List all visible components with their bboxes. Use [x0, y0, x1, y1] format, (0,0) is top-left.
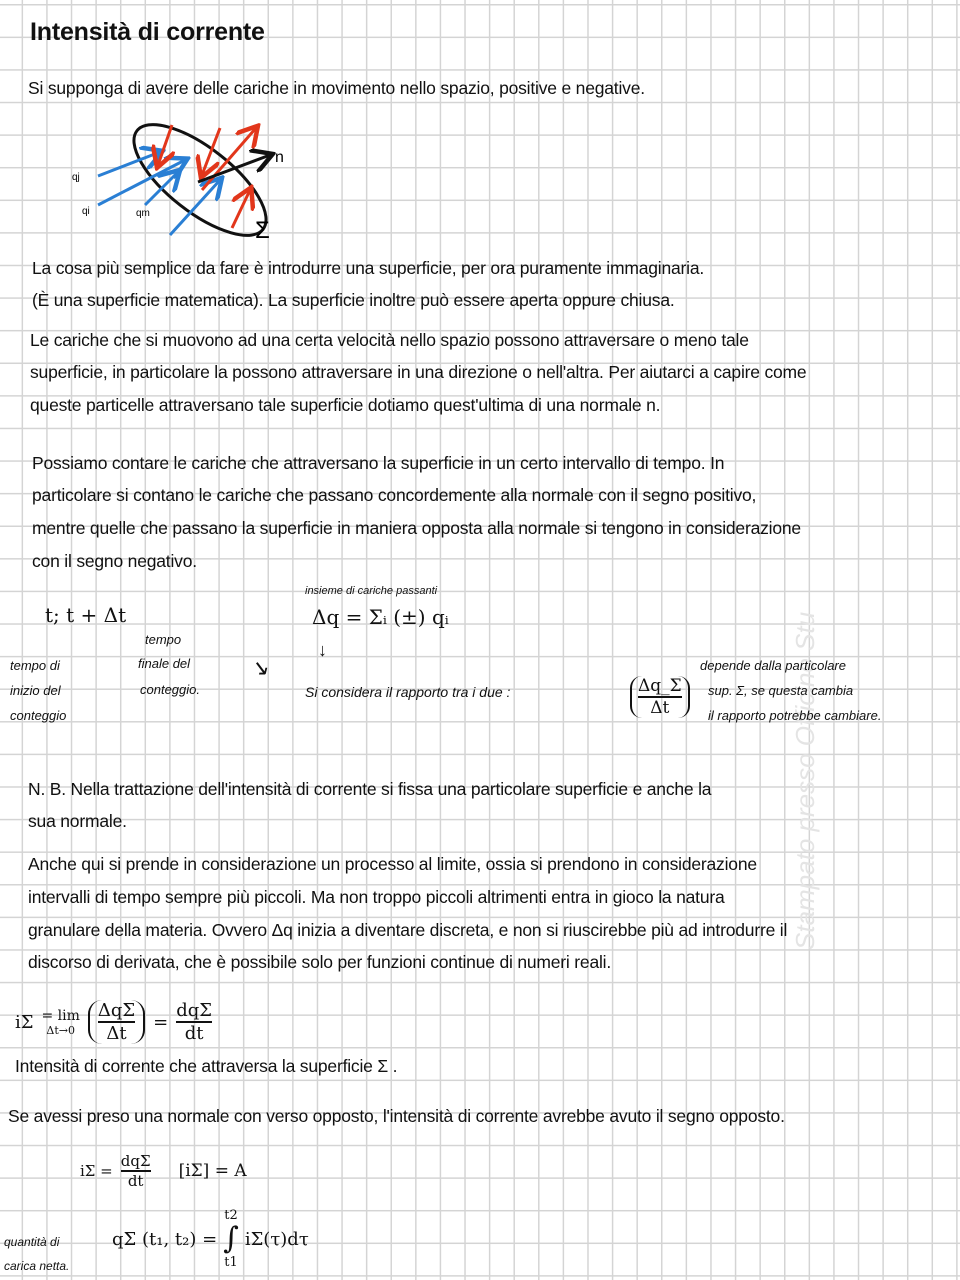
lim-label: = lim	[41, 1007, 80, 1024]
nb-line: sua normale.	[28, 811, 127, 831]
ratio-denominator: Δt	[650, 698, 670, 718]
t-end-note: tempo	[145, 632, 182, 647]
positive-charge-arrow	[98, 152, 160, 176]
t-start-note: tempo di	[10, 658, 60, 673]
derivative-numerator: dqΣ	[176, 1000, 213, 1021]
nb-line: N. B. Nella trattazione dell'intensità di corrente si fissa una particolare superficie e anche la	[28, 779, 712, 799]
paragraph-line: Le cariche che si muovono ad una certa velocità nello spazio possono attraversare o meno tale	[30, 330, 749, 350]
unit-lhs: iΣ =	[80, 1162, 113, 1180]
integral-sign: ∫	[223, 1221, 239, 1256]
upper-bound: t2	[224, 1208, 238, 1223]
paragraph-line: particolare si contano le cariche che passano concordemente alla normale con il segno positivo,	[32, 485, 757, 505]
depends-note: il rapporto potrebbe cambiare.	[708, 708, 882, 723]
fraction-numerator: ΔqΣ	[97, 1000, 136, 1021]
unit-numerator: dqΣ	[120, 1152, 151, 1170]
sigma-label: Σ	[255, 217, 270, 244]
limit-formula	[15, 1000, 212, 1044]
paragraph-line: La cosa più semplice da fare è introdurre una superficie, per ora puramente immaginaria.	[32, 258, 705, 278]
paragraph-line: superficie, in particolare la possono attraversare in una direzione o nell'altra. Per aiutarci a capire come	[30, 362, 807, 382]
ratio-numerator: Δq_Σ	[638, 676, 682, 696]
integrand: iΣ(τ)dτ	[244, 1228, 309, 1250]
opposite-note: Se avessi preso una normale con verso opposto, l'intensità di corrente avrebbe avuto il segno opposto.	[8, 1106, 785, 1126]
paragraph-line: granulare della materia. Ovvero Δq inizia a diventare discreta, e non si riuscirebbe più ad introdurre il	[28, 920, 788, 940]
charge-note: quantità di	[4, 1235, 60, 1249]
set-label: insieme di cariche passanti	[305, 585, 438, 597]
negative-charge-arrow	[232, 190, 250, 228]
depends-note: depende dalla particolare	[700, 658, 846, 673]
charges-surface-diagram	[60, 110, 300, 250]
negative-charge-arrow	[158, 125, 172, 165]
charge-note: carica netta.	[4, 1259, 70, 1273]
unit-formula	[80, 1152, 247, 1190]
interval-formula: t; t + Δt	[45, 603, 127, 627]
page-title: Intensità di corrente	[30, 18, 265, 46]
paragraph-line: Possiamo contare le cariche che attraversano la superficie in un certo intervallo di tempo. In	[32, 453, 725, 473]
intro-text: Si supponga di avere delle cariche in movimento nello spazio, positive e negative.	[28, 78, 645, 98]
paragraph-line: intervalli di tempo sempre più piccoli. Ma non troppo piccoli altrimenti entra in gioco la natura	[28, 887, 725, 907]
normal-label: n	[275, 149, 284, 166]
charge-label-qi: qi	[82, 206, 90, 217]
lim-subscript: Δt→0	[46, 1023, 75, 1037]
t-start-note: conteggio	[10, 708, 67, 723]
t-start-note: inizio del	[10, 683, 61, 698]
paragraph-line: discorso di derivata, che è possibile solo per funzioni continue di numeri reali.	[28, 952, 612, 972]
down-arrow-icon: ↓	[318, 640, 327, 660]
lower-bound: t1	[224, 1255, 238, 1270]
current-symbol: iΣ	[15, 1011, 34, 1033]
t-end-note: conteggio.	[140, 682, 200, 697]
unit-value: [iΣ] = A	[178, 1161, 247, 1181]
paragraph-line: con il segno negativo.	[32, 551, 197, 571]
paragraph-line: Anche qui si prende in considerazione un processo al limite, ossia si prendono in considerazione	[28, 854, 757, 874]
caption: Intensità di corrente che attraversa la superficie Σ .	[15, 1056, 398, 1076]
equals: =	[153, 1011, 169, 1033]
paragraph-line: mentre quelle che passano la superficie in maniera opposta alla normale si tengono in considerazione	[32, 518, 801, 538]
depends-note: sup. Σ, se questa cambia	[708, 683, 854, 698]
paragraph-line: queste particelle attraversano tale superficie dotiamo quest'ultima di una normale n.	[30, 395, 661, 415]
watermark: Stampato presso Officine Stu	[790, 611, 820, 950]
charge-label-qm: qm	[136, 208, 150, 219]
arrow-icon: ↘	[250, 655, 269, 680]
ratio-text: Si considera il rapporto tra i due :	[305, 684, 511, 700]
paragraph-line: (È una superficie matematica). La superficie inoltre può essere aperta oppure chiusa.	[32, 290, 675, 310]
t-end-note: finale del	[138, 656, 191, 671]
fraction-denominator: Δt	[106, 1023, 127, 1044]
unit-denominator: dt	[127, 1172, 144, 1190]
charge-label-qj: qj	[72, 172, 80, 183]
charge-lhs: qΣ (t₁, t₂) =	[112, 1228, 218, 1250]
derivative-denominator: dt	[184, 1023, 204, 1044]
integral-formula	[112, 1200, 309, 1278]
ratio-fraction	[630, 676, 690, 718]
dq-formula: Δq = Σᵢ (±) qᵢ	[312, 605, 449, 629]
